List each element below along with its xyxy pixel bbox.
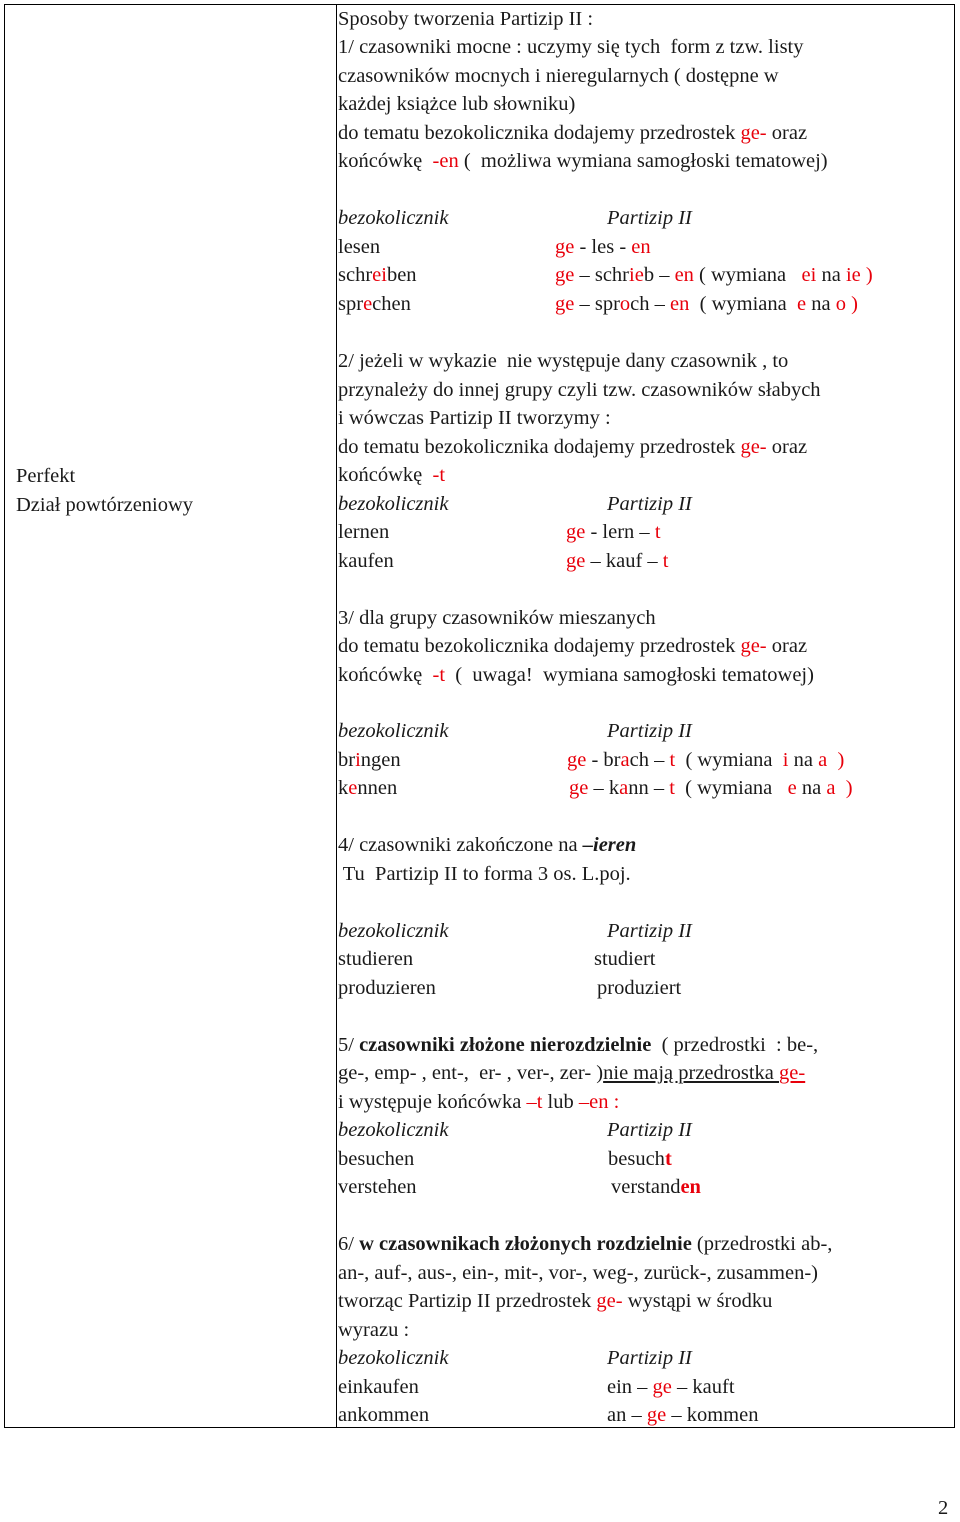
text-segment: Partizip II bbox=[607, 920, 692, 942]
text-segment: o bbox=[835, 293, 846, 315]
partizip-form bbox=[607, 917, 692, 946]
section-subtitle: Dział powtórzeniowy bbox=[16, 493, 194, 516]
partizip-form bbox=[608, 1145, 672, 1174]
text-segment: ge- bbox=[740, 635, 767, 657]
partizip-form bbox=[607, 1401, 758, 1430]
text-segment: ein – bbox=[607, 1376, 653, 1398]
text-segment: bezokolicznik bbox=[338, 493, 449, 515]
section-title: Perfekt bbox=[16, 465, 76, 487]
text-segment: ge bbox=[555, 264, 575, 286]
text-segment: e bbox=[348, 777, 358, 799]
text-segment: –t bbox=[526, 1091, 543, 1113]
text-segment: Partizip II bbox=[607, 1119, 692, 1141]
text-segment: ( wymiana bbox=[689, 293, 797, 315]
text-line bbox=[338, 1059, 805, 1088]
text-segment: -en bbox=[432, 150, 459, 172]
text-segment: t bbox=[669, 749, 676, 771]
text-segment: besuchen bbox=[338, 1148, 415, 1170]
text-segment: Partizip II bbox=[607, 720, 692, 742]
text-segment: k bbox=[338, 777, 349, 799]
partizip-form bbox=[607, 1116, 692, 1145]
text-segment: en bbox=[680, 1176, 701, 1198]
text-line bbox=[338, 290, 858, 319]
partizip-form bbox=[555, 261, 873, 290]
text-segment: - lern – bbox=[585, 521, 655, 543]
text-segment: ( uwaga! wymiana samogłoski tematowej) bbox=[445, 664, 814, 686]
text-segment: chen bbox=[372, 293, 411, 315]
text-segment: lernen bbox=[338, 521, 390, 543]
text-line bbox=[338, 261, 873, 290]
text-segment: na bbox=[806, 293, 836, 315]
text-segment: na bbox=[816, 264, 846, 286]
text-segment: do tematu bezokolicznika dodajemy przedrostek bbox=[338, 635, 741, 657]
text-segment: końcówkę bbox=[338, 464, 433, 486]
text-segment: - br bbox=[586, 749, 621, 771]
text-segment: przynależy do innej grupy czyli tzw. czasowników słabych bbox=[338, 379, 821, 401]
text-segment: – kauf – bbox=[585, 550, 663, 572]
text-line bbox=[338, 1230, 832, 1259]
text-segment: ge bbox=[646, 1404, 667, 1426]
text-segment: Sposoby tworzenia Partizip II : bbox=[338, 8, 594, 30]
text-segment: t bbox=[664, 1148, 672, 1170]
text-segment: końcówkę bbox=[338, 664, 433, 686]
text-segment: do tematu bezokolicznika dodajemy przedrostek bbox=[338, 122, 741, 144]
text-segment: - les - bbox=[574, 236, 632, 258]
text-line bbox=[338, 1173, 701, 1202]
partizip-form bbox=[566, 518, 661, 547]
text-segment: – kauft bbox=[671, 1376, 735, 1398]
text-line bbox=[338, 717, 692, 746]
text-segment: czasowników mocnych i nieregularnych ( dostępne w bbox=[338, 65, 779, 87]
text-segment: kaufen bbox=[338, 550, 394, 572]
text-segment: en bbox=[631, 236, 651, 258]
partizip-form bbox=[607, 490, 692, 519]
text-segment: ngen bbox=[360, 749, 401, 771]
text-segment: ge bbox=[566, 550, 586, 572]
text-line bbox=[338, 974, 682, 1003]
text-segment: lesen bbox=[338, 236, 381, 258]
text-segment: verstand bbox=[611, 1176, 681, 1198]
text-line bbox=[338, 119, 807, 148]
text-line bbox=[338, 204, 692, 233]
text-segment: ) bbox=[827, 749, 845, 771]
text-line bbox=[338, 1145, 672, 1174]
text-segment: a bbox=[620, 749, 630, 771]
partizip-form bbox=[555, 233, 651, 262]
text-line bbox=[338, 547, 669, 576]
text-segment: – spr bbox=[574, 293, 620, 315]
text-segment: 6/ bbox=[338, 1233, 360, 1255]
text-segment: -t bbox=[432, 664, 446, 686]
text-segment: ) bbox=[835, 777, 853, 799]
text-segment: ge bbox=[555, 293, 575, 315]
text-segment: i występuje końcówka bbox=[338, 1091, 527, 1113]
partizip-form bbox=[607, 204, 692, 233]
text-segment: tworząc Partizip II przedrostek bbox=[338, 1290, 597, 1312]
text-segment: na bbox=[796, 777, 827, 799]
text-segment: w czasownikach złożonych rozdzielnie bbox=[359, 1233, 692, 1255]
text-segment: o bbox=[619, 293, 631, 315]
text-segment: 4/ czasowniki zakończone na bbox=[338, 834, 583, 856]
text-segment: an – bbox=[607, 1404, 647, 1426]
text-segment: Partizip II bbox=[607, 1347, 692, 1369]
text-segment: t bbox=[654, 521, 661, 543]
text-segment: – kommen bbox=[666, 1404, 759, 1426]
text-segment: Partizip II bbox=[607, 207, 692, 229]
text-segment: an-, auf-, aus-, ein-, mit-, vor-, weg-, zurück-, zusammen-) bbox=[338, 1262, 819, 1284]
text-segment: – k bbox=[588, 777, 620, 799]
text-segment: studieren bbox=[338, 948, 414, 970]
text-line bbox=[338, 604, 656, 633]
text-segment: spr bbox=[338, 293, 364, 315]
text-segment: 2/ jeżeli w wykazie nie występuje dany czasownik , to bbox=[338, 350, 789, 372]
text-segment: czasowniki złożone nierozdzielnie bbox=[359, 1034, 652, 1056]
text-segment: lub bbox=[542, 1091, 579, 1113]
text-segment: ( przedrostki : be-, bbox=[651, 1034, 819, 1056]
text-segment: bezokolicznik bbox=[338, 207, 449, 229]
text-line bbox=[338, 490, 692, 519]
text-segment: 5/ bbox=[338, 1034, 360, 1056]
text-line bbox=[338, 376, 821, 405]
text-segment: ben bbox=[386, 264, 417, 286]
text-segment: schr bbox=[338, 264, 373, 286]
text-line bbox=[338, 1401, 759, 1430]
partizip-form bbox=[607, 1373, 735, 1402]
text-segment: ge- bbox=[596, 1290, 623, 1312]
text-line bbox=[338, 33, 804, 62]
text-line bbox=[338, 5, 593, 34]
text-segment: wystąpi w środku bbox=[622, 1290, 773, 1312]
text-line bbox=[338, 1031, 818, 1060]
text-segment: na bbox=[788, 749, 819, 771]
text-line bbox=[338, 1116, 692, 1145]
text-segment: ge- bbox=[779, 1062, 806, 1084]
text-segment: do tematu bezokolicznika dodajemy przedrostek bbox=[338, 436, 741, 458]
text-segment: ge bbox=[567, 749, 587, 771]
text-line bbox=[338, 404, 611, 433]
text-segment: –en : bbox=[578, 1091, 620, 1113]
text-segment: einkaufen bbox=[338, 1376, 419, 1398]
text-segment: bezokolicznik bbox=[338, 1119, 449, 1141]
text-segment: Partizip II bbox=[607, 493, 692, 515]
text-line bbox=[338, 1259, 818, 1288]
text-line bbox=[338, 62, 779, 91]
text-segment: studiert bbox=[594, 948, 656, 970]
text-segment: ge- bbox=[740, 122, 767, 144]
text-segment: nn – bbox=[628, 777, 670, 799]
text-segment: ankommen bbox=[338, 1404, 430, 1426]
text-segment: br bbox=[338, 749, 356, 771]
text-segment: ei bbox=[372, 264, 387, 286]
text-segment: ch – bbox=[630, 293, 671, 315]
text-segment: besuch bbox=[608, 1148, 665, 1170]
text-segment: 3/ dla grupy czasowników mieszanych bbox=[338, 607, 656, 629]
text-line bbox=[338, 1373, 735, 1402]
partizip-form bbox=[611, 1173, 701, 1202]
text-segment: a bbox=[619, 777, 629, 799]
text-line bbox=[338, 945, 656, 974]
text-segment: ch – bbox=[629, 749, 670, 771]
text-segment: bezokolicznik bbox=[338, 920, 449, 942]
text-line bbox=[338, 917, 692, 946]
text-segment: –ieren bbox=[582, 834, 637, 856]
text-line bbox=[338, 1316, 409, 1345]
text-line bbox=[338, 1344, 692, 1373]
text-line bbox=[338, 746, 845, 775]
partizip-form bbox=[594, 945, 656, 974]
text-segment: ) bbox=[860, 264, 873, 286]
text-segment: t bbox=[662, 550, 669, 572]
text-segment: en bbox=[670, 293, 690, 315]
text-segment: ( wymiana bbox=[675, 749, 783, 771]
text-line bbox=[338, 774, 853, 803]
text-segment: 1/ czasowniki mocne : uczymy się tych form z tzw. listy bbox=[338, 36, 804, 58]
text-line bbox=[338, 433, 807, 462]
text-line bbox=[338, 1287, 772, 1316]
text-segment: a bbox=[826, 777, 836, 799]
text-line bbox=[338, 1088, 619, 1117]
text-segment: ge bbox=[555, 236, 575, 258]
text-segment: ge bbox=[569, 777, 589, 799]
partizip-form bbox=[607, 717, 692, 746]
text-segment: ie bbox=[629, 264, 644, 286]
text-segment: i wówczas Partizip II tworzymy : bbox=[338, 407, 611, 429]
text-segment: b – bbox=[643, 264, 675, 286]
text-segment: ge- bbox=[740, 436, 767, 458]
text-segment: produzieren bbox=[338, 977, 436, 999]
text-segment: ge bbox=[566, 521, 586, 543]
text-segment: ( wymiana bbox=[693, 264, 802, 286]
text-segment: en bbox=[674, 264, 694, 286]
text-segment: nie mają przedrostka bbox=[603, 1062, 780, 1084]
text-segment: ei bbox=[801, 264, 817, 286]
text-segment: oraz bbox=[766, 122, 808, 144]
text-line bbox=[338, 461, 445, 490]
text-segment: e bbox=[797, 293, 807, 315]
text-segment: i bbox=[355, 749, 361, 771]
partizip-form bbox=[555, 290, 858, 319]
text-segment: ) bbox=[845, 293, 858, 315]
text-segment: -t bbox=[432, 464, 446, 486]
page-number: 2 bbox=[938, 1497, 949, 1519]
text-segment: e bbox=[787, 777, 797, 799]
text-line bbox=[338, 347, 788, 376]
text-segment: bezokolicznik bbox=[338, 720, 449, 742]
text-segment: oraz bbox=[766, 635, 808, 657]
text-line bbox=[338, 860, 631, 889]
text-line bbox=[338, 233, 651, 262]
text-segment: nnen bbox=[357, 777, 398, 799]
text-line bbox=[338, 147, 828, 176]
text-segment: i bbox=[782, 749, 789, 771]
text-segment: każdej książce lub słowniku) bbox=[338, 93, 576, 115]
text-segment: e bbox=[363, 293, 373, 315]
text-segment: (przedrostki ab-, bbox=[691, 1233, 833, 1255]
text-line bbox=[338, 90, 575, 119]
partizip-form bbox=[569, 774, 853, 803]
text-segment: Tu Partizip II to forma 3 os. L.poj. bbox=[338, 863, 631, 885]
text-line bbox=[338, 518, 661, 547]
text-segment: a bbox=[818, 749, 828, 771]
text-segment: końcówkę bbox=[338, 150, 433, 172]
partizip-form bbox=[607, 1344, 692, 1373]
text-segment: verstehen bbox=[338, 1176, 417, 1198]
partizip-form bbox=[566, 547, 669, 576]
text-segment: oraz bbox=[766, 436, 808, 458]
text-segment: t bbox=[669, 777, 675, 799]
partizip-form bbox=[597, 974, 681, 1003]
text-segment: ge-, emp- , ent-, er- , ver-, zer- ) bbox=[338, 1062, 604, 1084]
text-segment: ( możliwa wymiana samogłoski tematowej) bbox=[458, 150, 828, 172]
text-segment: produziert bbox=[597, 977, 682, 999]
partizip-form bbox=[567, 746, 844, 775]
text-segment: ( wymiana bbox=[674, 777, 788, 799]
text-segment: bezokolicznik bbox=[338, 1347, 449, 1369]
text-segment: – schr bbox=[574, 264, 630, 286]
text-line bbox=[338, 632, 807, 661]
text-segment: ge bbox=[652, 1376, 672, 1398]
text-segment: wyrazu : bbox=[338, 1319, 410, 1341]
text-line bbox=[338, 661, 814, 690]
text-segment: ie bbox=[845, 264, 861, 286]
text-line bbox=[338, 831, 636, 860]
